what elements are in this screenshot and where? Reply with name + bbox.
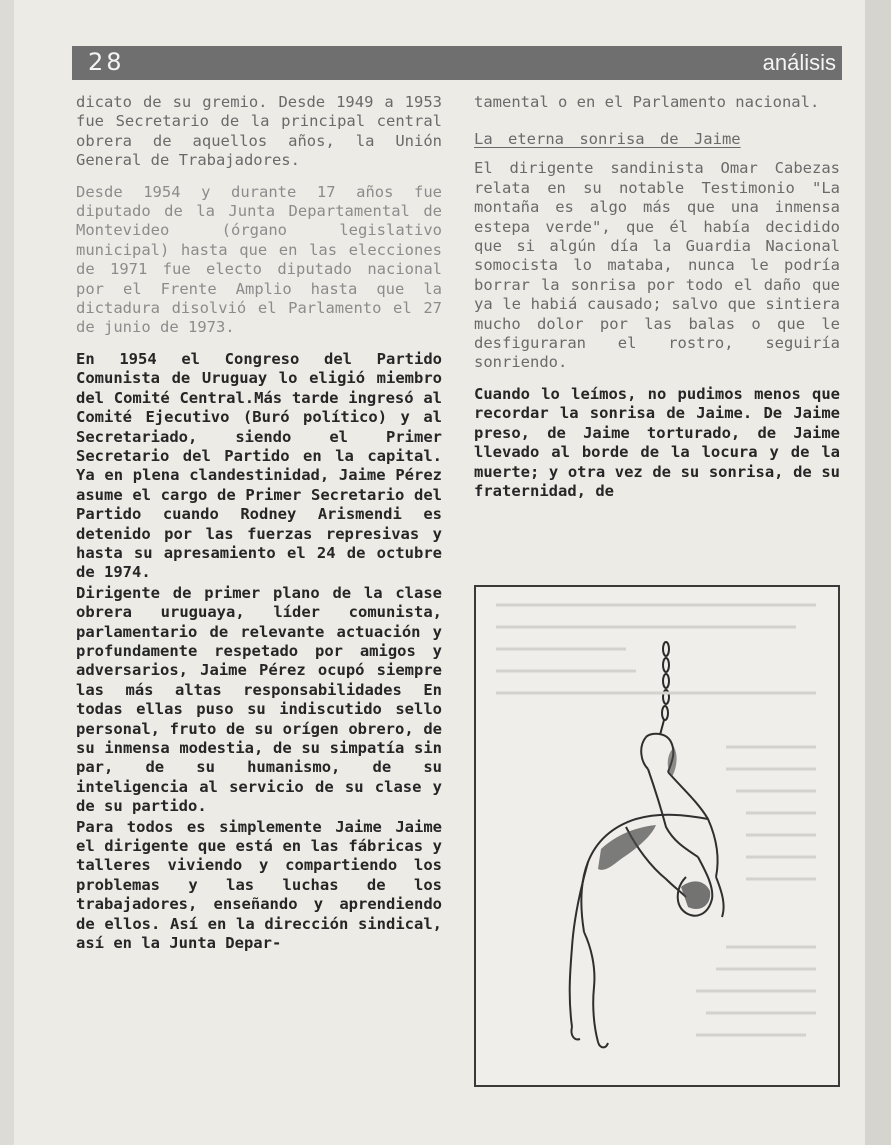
section-subheading: La eterna sonrisa de Jaime xyxy=(474,130,741,149)
page-edge-right xyxy=(865,0,891,1145)
paragraph-omar-cabezas: El dirigente sandinista Omar Cabezas relata en su notable Testimonio "La montaña es algo más que una inmensa estepa verde", que él había decidido que si algún día la Guardia Nacional somocista lo mataba, nunca le podría borrar la sonrisa por todo el daño que ya le habiá causado; salvo que sintiera mucho dolor por las balas o que le desfiguraran el rostro, seguiría sonriendo. xyxy=(474,159,840,372)
paragraph-jaime-smile: Cuando lo leímos, no pudimos menos que recordar la sonrisa de Jaime. De Jaime preso, de Jaime torturado, de Jaime llevado al borde de la locura y de la muerte; y otra vez de su sonrisa, de su fraternidad, de xyxy=(474,384,840,500)
illustration-frame xyxy=(474,585,840,1087)
paragraph-party-career: En 1954 el Congreso del Partido Comunista de Uruguay lo eligió miembro del Comité Central.Más tarde ingresó al Comité Ejecutivo (Buró político) y al Secretariado, siendo el Primer Secretario del Partido en la capital. Ya en plena clandestinidad, Jaime Pérez asume el cargo de Primer Secretario del Partido cuando Rodney Arismendi es detenido por las fuerzas represivas y hasta su apresamiento el 24 de octubre de 1974. xyxy=(76,349,442,582)
page-header-bar xyxy=(72,46,842,80)
paragraph-deputy-career: Desde 1954 y durante 17 años fue diputado de la Junta Departamental de Montevideo (órgano legislativo municipal) hasta que en las elecciones de 1971 fue electo diputado nacional por el Frente Amplio hasta que la dictadura disolvió el Parlamento el 27 de junio de 1973. xyxy=(76,182,442,337)
chain-icon xyxy=(660,642,669,735)
paragraph-union-secretary: dicato de su gremio. Desde 1949 a 1953 fue Secretario de la principal central obrera de aquellos años, la Unión General de Trabajadores. xyxy=(76,93,442,170)
paragraph-simply-jaime: Para todos es simplemente Jaime Jaime el dirigente que está en las fábricas y talleres viviendo y compartiendo los problemas y las luchas de los trabajadores, enseñando y aprendiendo de ellos. Así en la dirección sindical, así en la Junta Depar- xyxy=(76,817,442,953)
bleed-through-lines xyxy=(496,605,816,1035)
section-title: análisis xyxy=(762,50,836,75)
right-column xyxy=(474,93,840,513)
paragraph-leader-profile: Dirigente de primer plano de la clase obrera uruguaya, líder comunista, parlamentario de relevante actuación y profundamente respetado por amigos y adversarios, Jaime Pérez ocupó siempre las más altas responsabilidades En todas ellas puso su indiscutido sello personal, fruto de su orígen obrero, de su inmensa modestia, de su simpatía sin par, de su humanismo, de su inteligencia al servicio de su clase y de su partido. xyxy=(76,583,442,816)
left-column xyxy=(76,93,442,954)
page-number: 28 xyxy=(88,48,125,76)
hanging-prisoner-drawing xyxy=(476,587,838,1085)
page-edge-left xyxy=(0,0,14,1145)
paragraph-continuation: tamental o en el Parlamento nacional. xyxy=(474,93,820,111)
